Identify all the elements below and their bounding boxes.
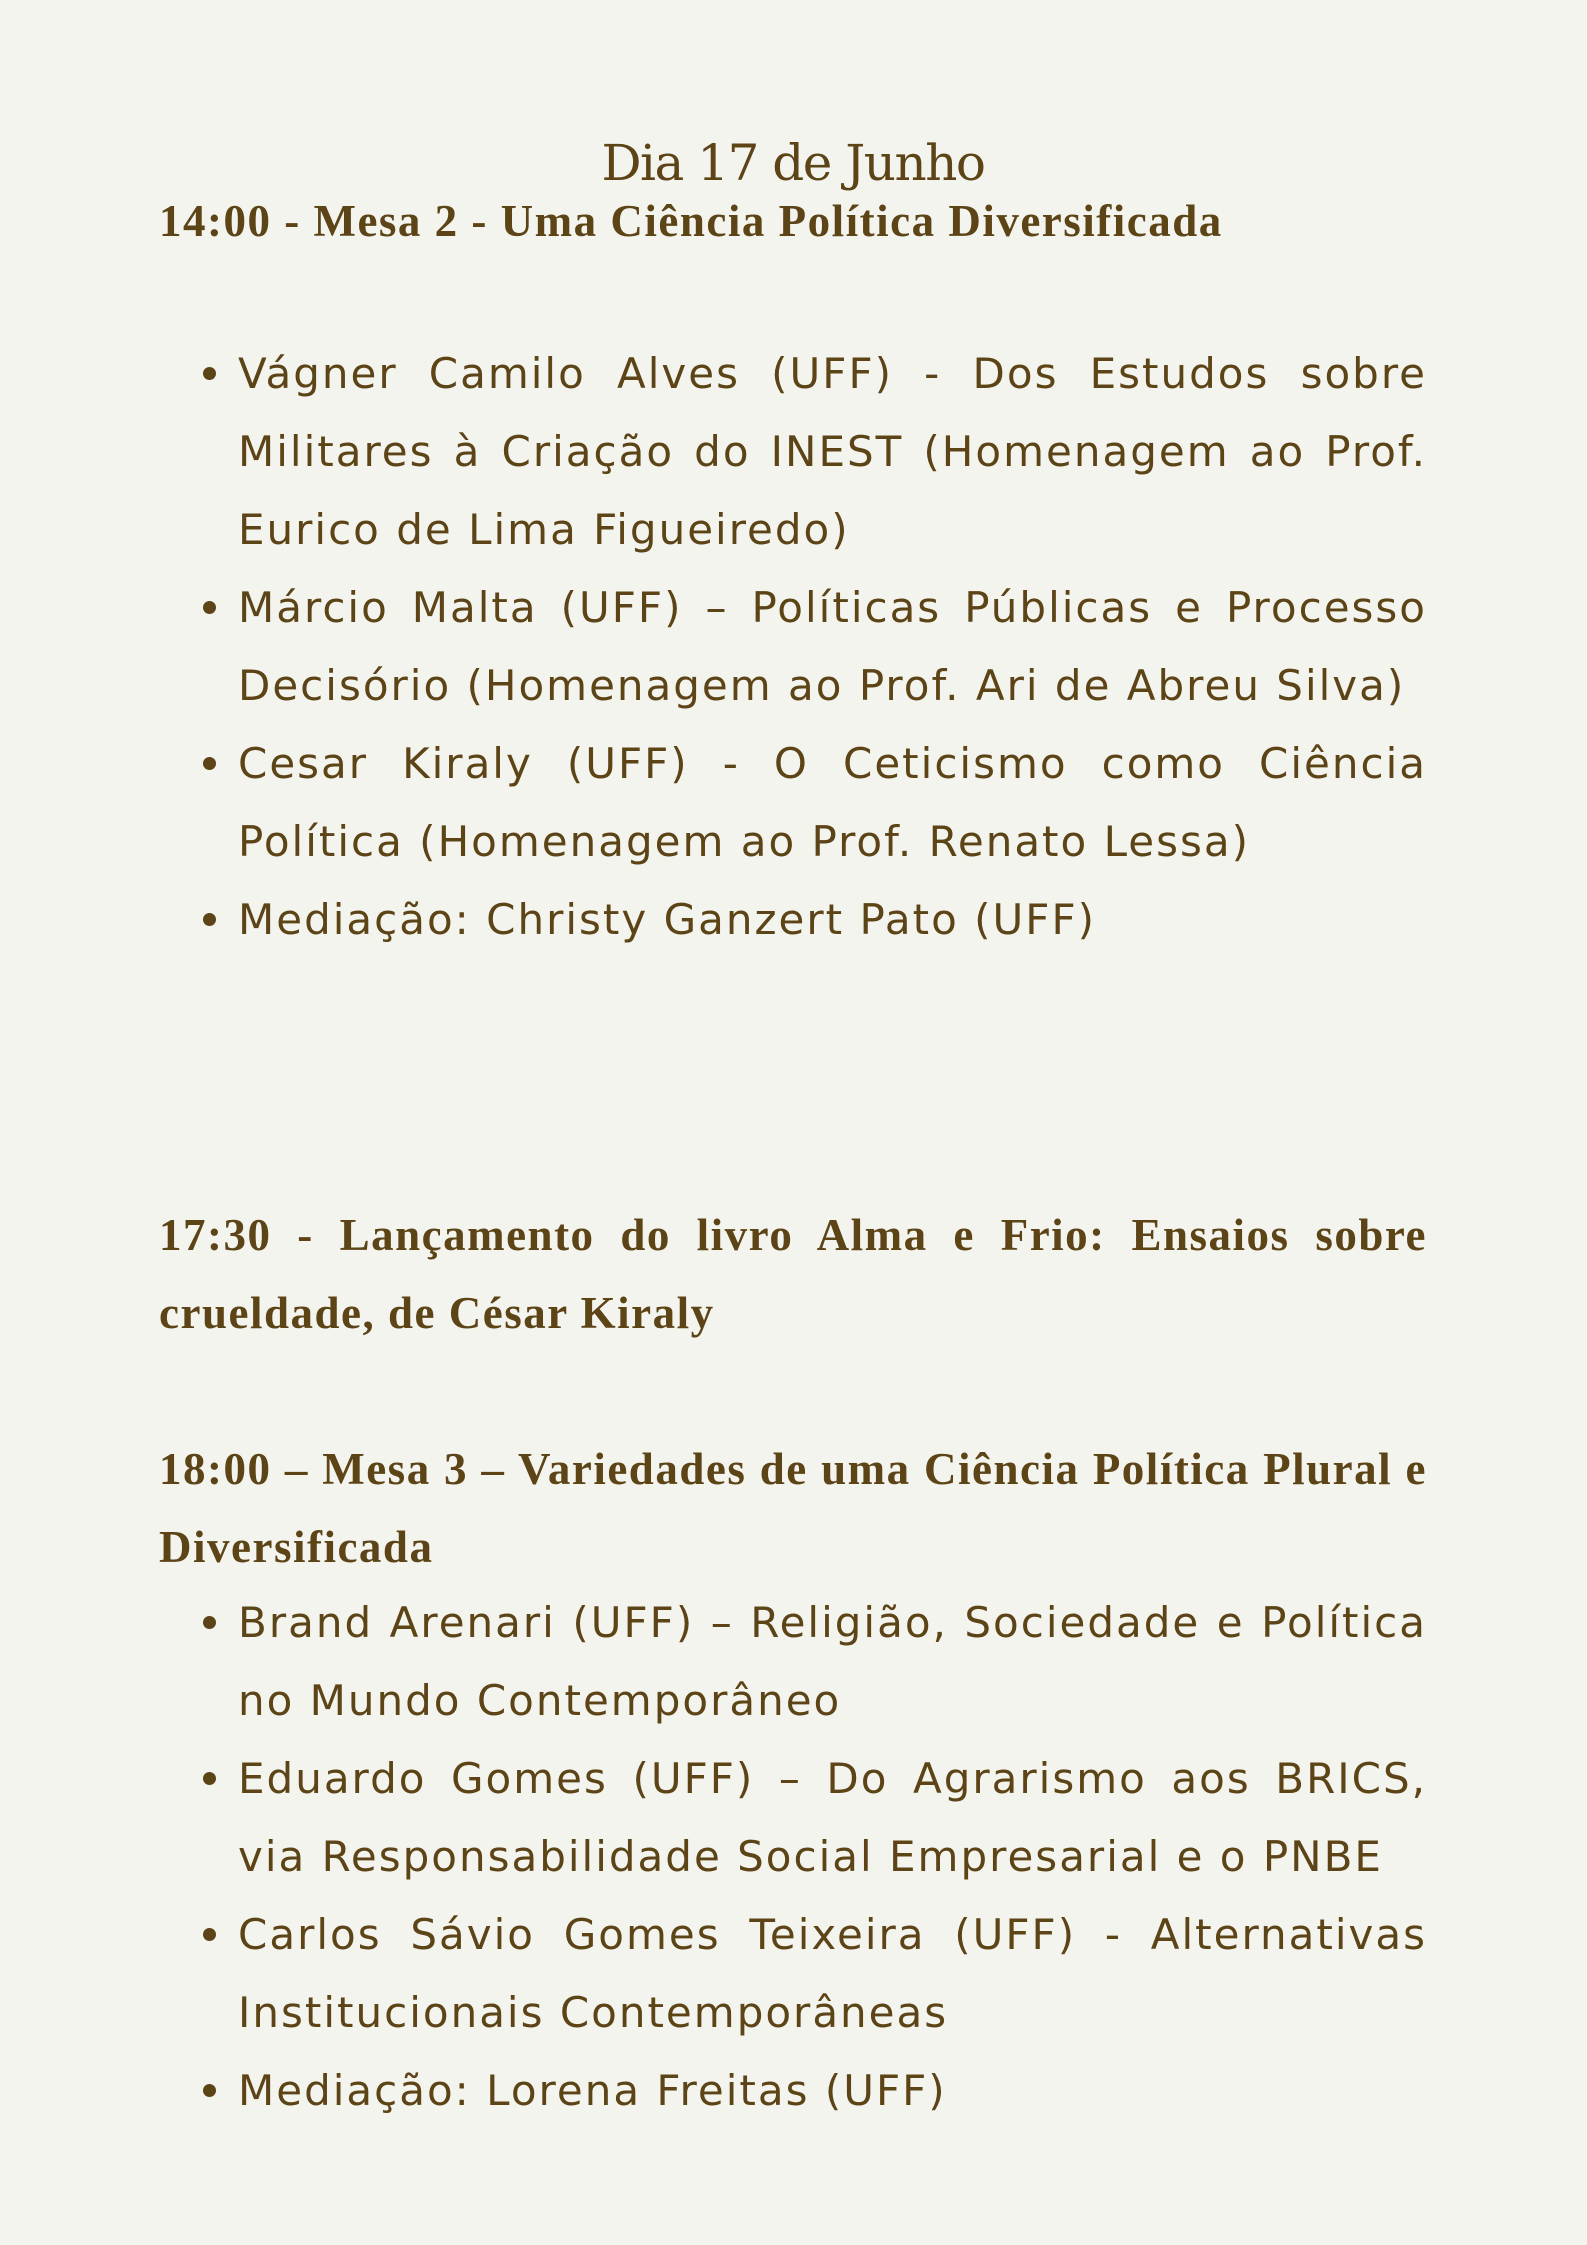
- list-item: [159, 725, 1427, 881]
- list-item: [159, 335, 1427, 569]
- session-heading-book-launch: 17:30 - Lançamento do livro Alma e Frio: Ensaios sobre crueldade, de César Kiraly: [159, 1210, 1427, 1338]
- list-item-text: Brand Arenari (UFF) – Religião, Sociedade e Política no Mundo Contemporâneo: [238, 1598, 1427, 1725]
- bullet-icon: [203, 1928, 216, 1941]
- list-item-text: Cesar Kiraly (UFF) - O Ceticismo como Ciência Política (Homenagem ao Prof. Renato Lessa): [238, 739, 1427, 866]
- session-heading-mesa-2: 14:00 - Mesa 2 - Uma Ciência Política Diversificada: [159, 196, 1223, 246]
- session-heading-mesa-3: 18:00 – Mesa 3 – Variedades de uma Ciência Política Plural e Diversificada: [159, 1444, 1427, 1572]
- list-item: [159, 569, 1427, 725]
- bullet-icon: [203, 367, 216, 380]
- list-item-text: Carlos Sávio Gomes Teixeira (UFF) - Alternativas Institucionais Contemporâneas: [238, 1910, 1427, 2037]
- day-title: Dia 17 de Junho: [601, 134, 985, 192]
- list-item: [159, 2052, 1427, 2130]
- list-item-text: Eduardo Gomes (UFF) – Do Agrarismo aos BRICS, via Responsabilidade Social Empresarial e o PNBE: [238, 1754, 1427, 1881]
- bullet-icon: [203, 757, 216, 770]
- list-item: [159, 881, 1427, 959]
- bullet-icon: [203, 2084, 216, 2097]
- list-item-text: Mediação: Christy Ganzert Pato (UFF): [238, 895, 1097, 944]
- session-items-mesa-3: [159, 1584, 1427, 2130]
- bullet-icon: [203, 1616, 216, 1629]
- bullet-icon: [203, 913, 216, 926]
- list-item: [159, 1584, 1427, 1740]
- list-item: [159, 1896, 1427, 2052]
- bullet-icon: [203, 601, 216, 614]
- list-item-text: Mediação: Lorena Freitas (UFF): [238, 2066, 947, 2115]
- session-items-mesa-2: [159, 335, 1427, 959]
- list-item: [159, 1740, 1427, 1896]
- list-item-text: Márcio Malta (UFF) – Políticas Públicas e Processo Decisório (Homenagem ao Prof. Ari de Abreu Silva): [238, 583, 1427, 710]
- bullet-icon: [203, 1772, 216, 1785]
- list-item-text: Vágner Camilo Alves (UFF) - Dos Estudos sobre Militares à Criação do INEST (Homenagem ao Prof. Eurico de Lima Figueiredo): [238, 349, 1427, 554]
